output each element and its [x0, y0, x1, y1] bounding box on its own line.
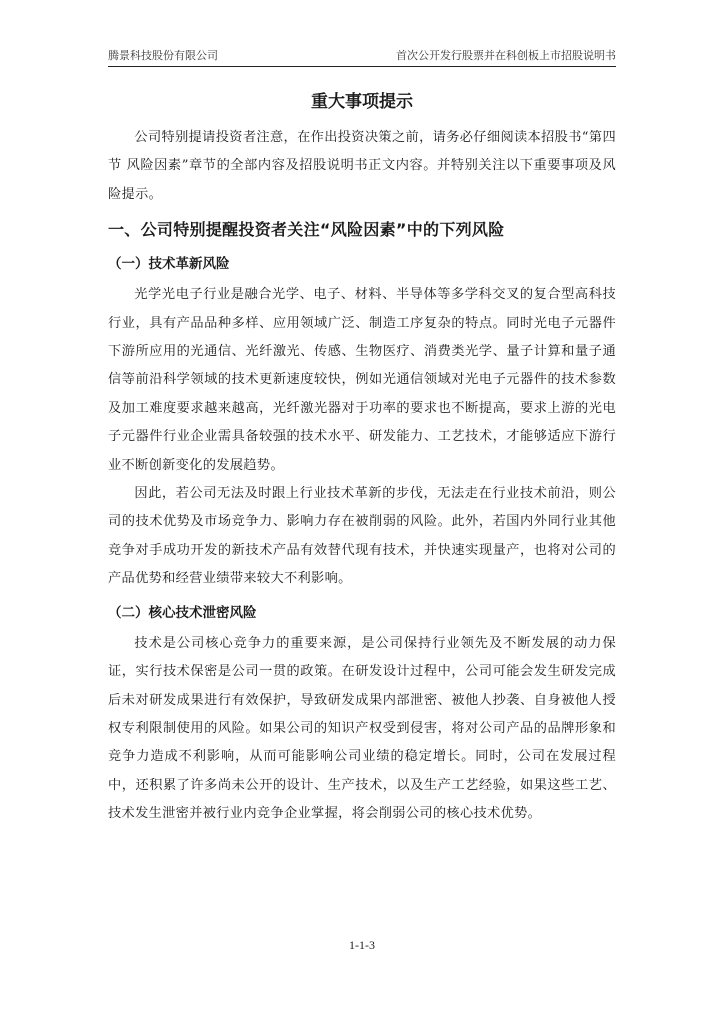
page-header [108, 46, 616, 67]
subsection-heading-tech-innovation: （一）技术革新风险 [108, 256, 230, 273]
tech-innovation-paragraph-2: 因此，若公司无法及时跟上行业技术革新的步伐，无法走在行业技术前沿，则公司的技术优势及市场竞争力、影响力存在被削弱的风险。此外，若国内外同行业其他竞争对手成功开发的新技术产品有效替代现有技术，并快速实现量产，也将对公司的产品优势和经营业绩带来较大不利影响。 [108, 486, 616, 587]
page-title: 重大事项提示 [311, 92, 413, 112]
subsection-heading-tech-leak: （二）核心技术泄密风险 [108, 604, 257, 621]
tech-innovation-paragraph-1: 光学光电子行业是融合光学、电子、材料、半导体等多学科交叉的复合型高科技行业，具有产品品种多样、应用领域广泛、制造工序复杂的特点。同时光电子元器件下游所应用的光通信、光纤激光、传感、生物医疗、消费类光学、量子计算和量子通信等前沿科学领域的技术更新速度较快，例如光通信领域对光电子元器件的技术参数及加工难度要求越来越高，光纤激光器对于功率的要求也不断提高，要求上游的光电子元器件行业企业需具备较强的技术水平、研发能力、工艺技术，才能够适应下游行业不断创新变化的发展趋势。 [108, 287, 616, 473]
page-content [108, 82, 616, 829]
intro-paragraph: 公司特别提请投资者注意，在作出投资决策之前，请务必仔细阅读本招股书“第四节 风险因素”章节的全部内容及招股说明书正文内容。并特别关注以下重要事项及风险提示。 [108, 130, 616, 202]
header-company: 腾景科技股份有限公司 [108, 49, 218, 62]
page-number: 1-1-3 [349, 938, 375, 952]
section-heading-risks: 一、公司特别提醒投资者关注“风险因素”中的下列风险 [108, 220, 505, 240]
header-document-name: 首次公开发行股票并在科创板上市招股说明书 [396, 49, 616, 62]
tech-leak-paragraph-1: 技术是公司核心竞争力的重要来源，是公司保持行业领先及不断发展的动力保证，实行技术保密是公司一贯的政策。在研发设计过程中，公司可能会发生研发完成后未对研发成果进行有效保护，导致研发成果内部泄密、被他人抄袭、自身被他人授权专利限制使用的风险。如果公司的知识产权受到侵害，将对公司产品的品牌形象和竞争力造成不利影响，从而可能影响公司业绩的稳定增长。同时，公司在发展过程中，还积累了许多尚未公开的设计、生产技术，以及生产工艺经验，如果这些工艺、技术发生泄密并被行业内竞争企业掌握，将会削弱公司的核心技术优势。 [108, 635, 616, 822]
